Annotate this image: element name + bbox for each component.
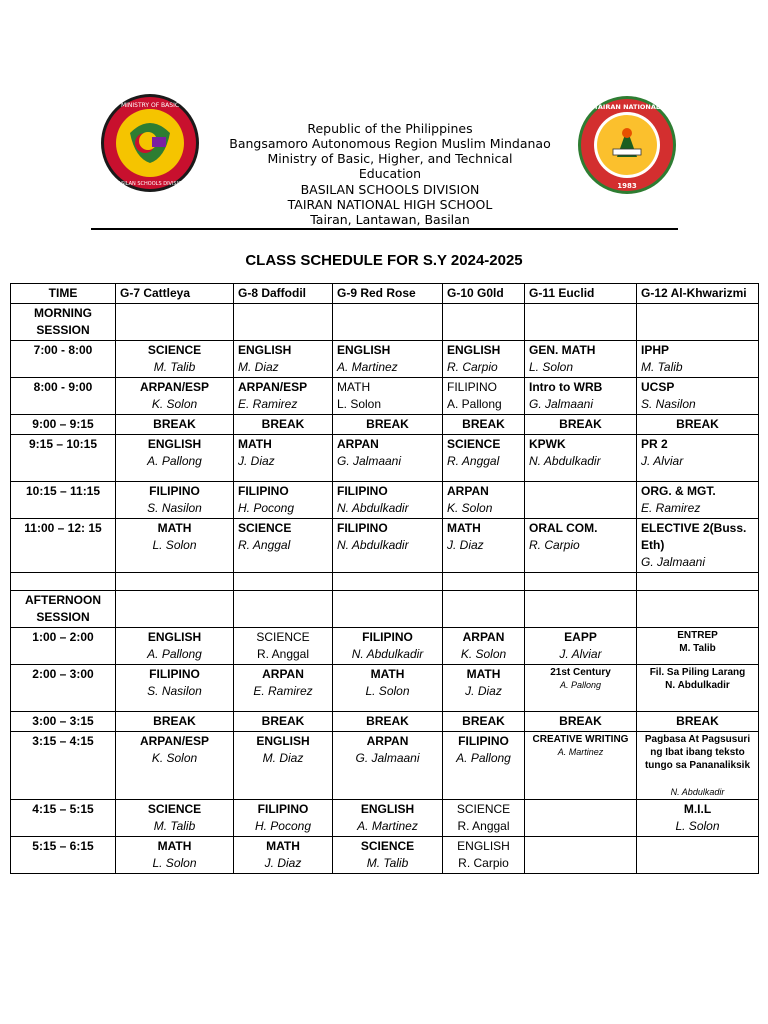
teacher-name: G. Jalmaani xyxy=(641,555,706,569)
class-cell xyxy=(525,341,637,378)
class-cell xyxy=(525,837,637,874)
teacher-name: N. Abdulkadir xyxy=(665,680,730,691)
class-cell xyxy=(116,837,234,874)
teacher-name: L. Solon xyxy=(675,819,720,833)
empty-cell xyxy=(333,573,443,591)
teacher-name: L. Solon xyxy=(152,538,197,552)
class-cell xyxy=(637,665,759,712)
empty-cell xyxy=(234,573,333,591)
empty-cell xyxy=(443,591,525,628)
teacher-name: G. Jalmaani xyxy=(337,454,402,468)
column-header: G-11 Euclid xyxy=(525,284,637,304)
table-row xyxy=(11,341,759,378)
subject-name: ENGLISH xyxy=(147,630,202,644)
subject-name: FILIPINO xyxy=(447,380,498,394)
subject-name: MATH xyxy=(337,380,371,394)
teacher-name: M. Talib xyxy=(679,643,716,654)
class-cell xyxy=(116,378,234,415)
teacher-name: J. Alviar xyxy=(641,454,684,468)
subject-name: ARPAN xyxy=(447,484,489,498)
empty-cell xyxy=(234,591,333,628)
empty-cell xyxy=(116,573,234,591)
class-cell xyxy=(443,665,525,712)
teacher-name: A. Pallong xyxy=(456,751,511,765)
teacher-name: E. Ramirez xyxy=(641,501,701,515)
class-cell xyxy=(637,732,759,800)
teacher-name: M. Diaz xyxy=(262,751,304,765)
subject-name: GEN. MATH xyxy=(529,343,596,357)
afternoon-session-row xyxy=(11,591,759,628)
ministry-seal-logo xyxy=(100,93,200,193)
svg-text:MINISTRY OF BASIC: MINISTRY OF BASIC xyxy=(120,102,180,109)
break-cell: BREAK xyxy=(525,712,637,732)
teacher-name: E. Ramirez xyxy=(253,684,313,698)
teacher-name: E. Ramirez xyxy=(238,397,298,411)
table-row xyxy=(11,628,759,665)
class-cell xyxy=(443,519,525,573)
teacher-name: S. Nasilon xyxy=(641,397,696,411)
empty-cell xyxy=(525,304,637,341)
break-cell: BREAK xyxy=(234,415,333,435)
subject-name: PR 2 xyxy=(641,437,668,451)
break-cell: BREAK xyxy=(116,712,234,732)
subject-name: FILIPINO xyxy=(458,734,509,748)
empty-cell xyxy=(443,573,525,591)
header-line-2: Bangsamoro Autonomous Region Muslim Mindanao xyxy=(229,136,551,151)
subject-name: ORAL COM. xyxy=(529,521,598,535)
break-cell: BREAK xyxy=(116,415,234,435)
time-slot: 9:00 – 9:15 xyxy=(11,415,116,435)
teacher-name: G. Jalmaani xyxy=(355,751,420,765)
teacher-name: J. Diaz xyxy=(238,454,275,468)
teacher-name: K. Solon xyxy=(460,647,507,661)
column-header: G-10 G0ld xyxy=(443,284,525,304)
teacher-name: R. Anggal xyxy=(447,454,500,468)
teacher-name: J. Diaz xyxy=(447,538,484,552)
teacher-name: A. Martinez xyxy=(337,360,398,374)
break-cell: BREAK xyxy=(443,712,525,732)
table-row xyxy=(11,837,759,874)
class-cell xyxy=(234,665,333,712)
subject-name: SCIENCE xyxy=(456,802,511,816)
teacher-name: A. Martinez xyxy=(557,747,604,757)
class-cell xyxy=(637,482,759,519)
teacher-name: M. Talib xyxy=(153,819,196,833)
teacher-name: R. Carpio xyxy=(458,856,509,870)
subject-name: CREATIVE WRITING xyxy=(532,734,629,745)
class-cell xyxy=(234,378,333,415)
class-cell xyxy=(333,519,443,573)
class-cell xyxy=(443,341,525,378)
class-cell xyxy=(116,341,234,378)
teacher-name: J. Diaz xyxy=(264,856,302,870)
subject-name: UCSP xyxy=(641,380,675,394)
class-cell xyxy=(637,435,759,482)
class-cell xyxy=(116,665,234,712)
header-ministry-cont: Education xyxy=(358,166,422,181)
class-cell xyxy=(525,378,637,415)
subject-name: Pagbasa At Pagsusuri ng Ibat ibang teksto tungo sa Pananaliksik xyxy=(644,734,751,771)
svg-text:TAIRAN NATIONAL: TAIRAN NATIONAL xyxy=(593,103,661,111)
subject-name: ENGLISH xyxy=(447,343,501,357)
empty-cell xyxy=(637,304,759,341)
teacher-name: A. Pallong xyxy=(147,647,202,661)
teacher-name: H. Pocong xyxy=(254,819,312,833)
teacher-name: S. Nasilon xyxy=(147,684,202,698)
header-address: Tairan, Lantawan, Basilan xyxy=(310,212,470,227)
class-cell xyxy=(443,482,525,519)
break-cell: BREAK xyxy=(637,712,759,732)
header-line-1: Republic of the Philippines xyxy=(307,121,473,136)
subject-name: Fil. Sa Piling Larang xyxy=(649,667,746,678)
teacher-name: N. Abdulkadir xyxy=(337,501,409,515)
header-ministry: Ministry of Basic, Higher, and Technical xyxy=(267,151,513,166)
teacher-name: L. Solon xyxy=(365,684,410,698)
time-slot: 10:15 – 11:15 xyxy=(11,482,116,519)
class-cell xyxy=(637,837,759,874)
teacher-name: A. Pallong xyxy=(559,680,602,690)
class-cell xyxy=(525,800,637,837)
break-cell: BREAK xyxy=(525,415,637,435)
class-cell xyxy=(333,482,443,519)
empty-cell xyxy=(234,304,333,341)
empty-cell xyxy=(637,573,759,591)
svg-text:1983: 1983 xyxy=(617,182,637,190)
column-header: TIME xyxy=(11,284,116,304)
class-cell xyxy=(116,800,234,837)
subject-name: FILIPINO xyxy=(257,802,309,816)
subject-name: ENGLISH xyxy=(256,734,310,748)
class-cell xyxy=(333,665,443,712)
spacer-row xyxy=(11,573,759,591)
table-row xyxy=(11,732,759,800)
teacher-name: A. Martinez xyxy=(357,819,418,833)
column-header: G-7 Cattleya xyxy=(116,284,234,304)
teacher-name: L. Solon xyxy=(152,856,197,870)
teacher-name: R. Carpio xyxy=(447,360,498,374)
table-row xyxy=(11,435,759,482)
class-cell xyxy=(234,800,333,837)
teacher-name: R. Carpio xyxy=(529,538,580,552)
class-cell xyxy=(234,482,333,519)
class-cell xyxy=(116,732,234,800)
subject-name: ENGLISH xyxy=(238,343,292,357)
teacher-name: M. Talib xyxy=(153,360,196,374)
empty-cell xyxy=(116,304,234,341)
empty-cell xyxy=(525,591,637,628)
table-header-row xyxy=(11,284,759,304)
time-slot: 8:00 - 9:00 xyxy=(11,378,116,415)
class-cell xyxy=(525,482,637,519)
subject-name: SCIENCE xyxy=(256,630,310,644)
teacher-name: R. Anggal xyxy=(238,538,291,552)
morning-session-row xyxy=(11,304,759,341)
class-cell xyxy=(234,732,333,800)
subject-name: ENGLISH xyxy=(147,437,202,451)
column-header: G-12 Al-Khwarizmi xyxy=(637,284,759,304)
time-slot: 7:00 - 8:00 xyxy=(11,341,116,378)
class-cell xyxy=(333,628,443,665)
empty-cell xyxy=(11,573,116,591)
page-title: CLASS SCHEDULE FOR S.Y 2024-2025 xyxy=(245,252,523,269)
table-row xyxy=(11,519,759,573)
break-cell: BREAK xyxy=(333,415,443,435)
class-cell xyxy=(234,837,333,874)
class-cell xyxy=(333,732,443,800)
session-label: MORNING SESSION xyxy=(11,304,116,341)
time-slot: 3:15 – 4:15 xyxy=(11,732,116,800)
subject-name: SCIENCE xyxy=(147,802,202,816)
break-row xyxy=(11,712,759,732)
header-divider xyxy=(91,228,678,230)
svg-text:BASILAN SCHOOLS DIVISION: BASILAN SCHOOLS DIVISION xyxy=(114,181,186,187)
class-cell xyxy=(234,628,333,665)
time-slot: 4:15 – 5:15 xyxy=(11,800,116,837)
subject-name: KPWK xyxy=(529,437,566,451)
table-row xyxy=(11,378,759,415)
class-cell xyxy=(333,435,443,482)
empty-cell xyxy=(333,304,443,341)
time-slot: 11:00 – 12: 15 xyxy=(11,519,116,573)
time-slot: 2:00 – 3:00 xyxy=(11,665,116,712)
break-cell: BREAK xyxy=(637,415,759,435)
subject-name: ARPAN xyxy=(462,630,505,644)
teacher-name: M. Talib xyxy=(366,856,409,870)
subject-name: SCIENCE xyxy=(147,343,202,357)
subject-name: SCIENCE xyxy=(238,521,292,535)
class-cell xyxy=(525,665,637,712)
class-cell xyxy=(333,800,443,837)
class-cell xyxy=(443,378,525,415)
subject-name: ENGLISH xyxy=(360,802,415,816)
class-cell xyxy=(234,435,333,482)
break-cell: BREAK xyxy=(443,415,525,435)
time-slot: 9:15 – 10:15 xyxy=(11,435,116,482)
break-row xyxy=(11,415,759,435)
subject-name: 21st Century xyxy=(550,667,611,678)
time-slot: 1:00 – 2:00 xyxy=(11,628,116,665)
empty-cell xyxy=(637,591,759,628)
teacher-name: M. Talib xyxy=(641,360,683,374)
subject-name: MATH xyxy=(466,667,501,681)
teacher-name: A. Pallong xyxy=(147,454,202,468)
subject-name: ARPAN xyxy=(366,734,409,748)
empty-cell xyxy=(116,591,234,628)
teacher-name: N. Abdulkadir xyxy=(670,787,725,797)
class-cell xyxy=(116,482,234,519)
subject-name: ORG. & MGT. xyxy=(641,484,716,498)
class-cell xyxy=(637,800,759,837)
subject-name: ARPAN/ESP xyxy=(139,734,210,748)
subject-name: ARPAN/ESP xyxy=(139,380,210,394)
table-row xyxy=(11,482,759,519)
time-slot: 5:15 – 6:15 xyxy=(11,837,116,874)
break-cell: BREAK xyxy=(234,712,333,732)
teacher-name: K. Solon xyxy=(151,751,198,765)
subject-name: FILIPINO xyxy=(149,484,200,498)
header-school: TAIRAN NATIONAL HIGH SCHOOL xyxy=(287,197,493,212)
teacher-name: M. Diaz xyxy=(238,360,279,374)
class-cell xyxy=(116,628,234,665)
subject-name: ARPAN xyxy=(262,667,304,681)
table-row xyxy=(11,665,759,712)
subject-name: ARPAN xyxy=(337,437,379,451)
class-cell xyxy=(637,341,759,378)
class-cell xyxy=(637,519,759,573)
teacher-name: L. Solon xyxy=(337,397,382,411)
subject-name: MATH xyxy=(266,839,300,853)
empty-cell xyxy=(333,591,443,628)
teacher-name: N. Abdulkadir xyxy=(337,538,409,552)
class-cell xyxy=(443,800,525,837)
subject-name: MATH xyxy=(238,437,272,451)
subject-name: M.I.L xyxy=(683,802,712,816)
teacher-name: L. Solon xyxy=(529,360,574,374)
subject-name: ENTREP xyxy=(677,630,718,641)
subject-name: ENGLISH xyxy=(337,343,391,357)
class-cell xyxy=(443,837,525,874)
teacher-name: K. Solon xyxy=(151,397,198,411)
schedule-table xyxy=(10,283,759,874)
class-cell xyxy=(443,732,525,800)
class-cell xyxy=(525,732,637,800)
teacher-name: R. Anggal xyxy=(256,647,310,661)
empty-cell xyxy=(525,573,637,591)
class-cell xyxy=(525,628,637,665)
column-header: G-8 Daffodil xyxy=(234,284,333,304)
teacher-name: N. Abdulkadir xyxy=(351,647,424,661)
subject-name: FILIPINO xyxy=(337,484,388,498)
subject-name: FILIPINO xyxy=(337,521,388,535)
subject-name: Intro to WRB xyxy=(529,380,603,394)
class-cell xyxy=(443,435,525,482)
time-slot: 3:00 – 3:15 xyxy=(11,712,116,732)
subject-name: SCIENCE xyxy=(360,839,415,853)
subject-name: ARPAN/ESP xyxy=(238,380,308,394)
teacher-name: K. Solon xyxy=(447,501,493,515)
table-row xyxy=(11,800,759,837)
session-label: AFTERNOON SESSION xyxy=(11,591,116,628)
subject-name: MATH xyxy=(157,839,192,853)
school-seal-logo xyxy=(577,95,677,195)
teacher-name: G. Jalmaani xyxy=(529,397,594,411)
class-cell xyxy=(637,628,759,665)
class-cell xyxy=(333,341,443,378)
column-header: G-9 Red Rose xyxy=(333,284,443,304)
subject-name: FILIPINO xyxy=(362,630,413,644)
class-cell xyxy=(525,435,637,482)
teacher-name: A. Pallong xyxy=(447,397,502,411)
class-cell xyxy=(116,519,234,573)
class-cell xyxy=(116,435,234,482)
subject-name: FILIPINO xyxy=(238,484,289,498)
subject-name: IPHP xyxy=(641,343,670,357)
class-cell xyxy=(637,378,759,415)
subject-name: MATH xyxy=(157,521,192,535)
subject-name: MATH xyxy=(370,667,405,681)
subject-name: ELECTIVE 2(Buss. Eth) xyxy=(641,521,747,552)
teacher-name: H. Pocong xyxy=(238,501,295,515)
class-cell xyxy=(443,628,525,665)
subject-name: EAPP xyxy=(564,630,597,644)
empty-cell xyxy=(443,304,525,341)
class-cell xyxy=(234,341,333,378)
subject-name: ENGLISH xyxy=(457,839,510,853)
subject-name: FILIPINO xyxy=(149,667,200,681)
class-cell xyxy=(525,519,637,573)
teacher-name: N. Abdulkadir xyxy=(529,454,601,468)
class-cell xyxy=(333,378,443,415)
teacher-name: R. Anggal xyxy=(457,819,510,833)
teacher-name: J. Alviar xyxy=(559,647,602,661)
header-division: BASILAN SCHOOLS DIVISION xyxy=(300,182,480,197)
class-cell xyxy=(333,837,443,874)
subject-name: MATH xyxy=(447,521,481,535)
break-cell: BREAK xyxy=(333,712,443,732)
subject-name: SCIENCE xyxy=(447,437,501,451)
class-cell xyxy=(234,519,333,573)
teacher-name: S. Nasilon xyxy=(147,501,202,515)
teacher-name: J. Diaz xyxy=(465,684,502,698)
